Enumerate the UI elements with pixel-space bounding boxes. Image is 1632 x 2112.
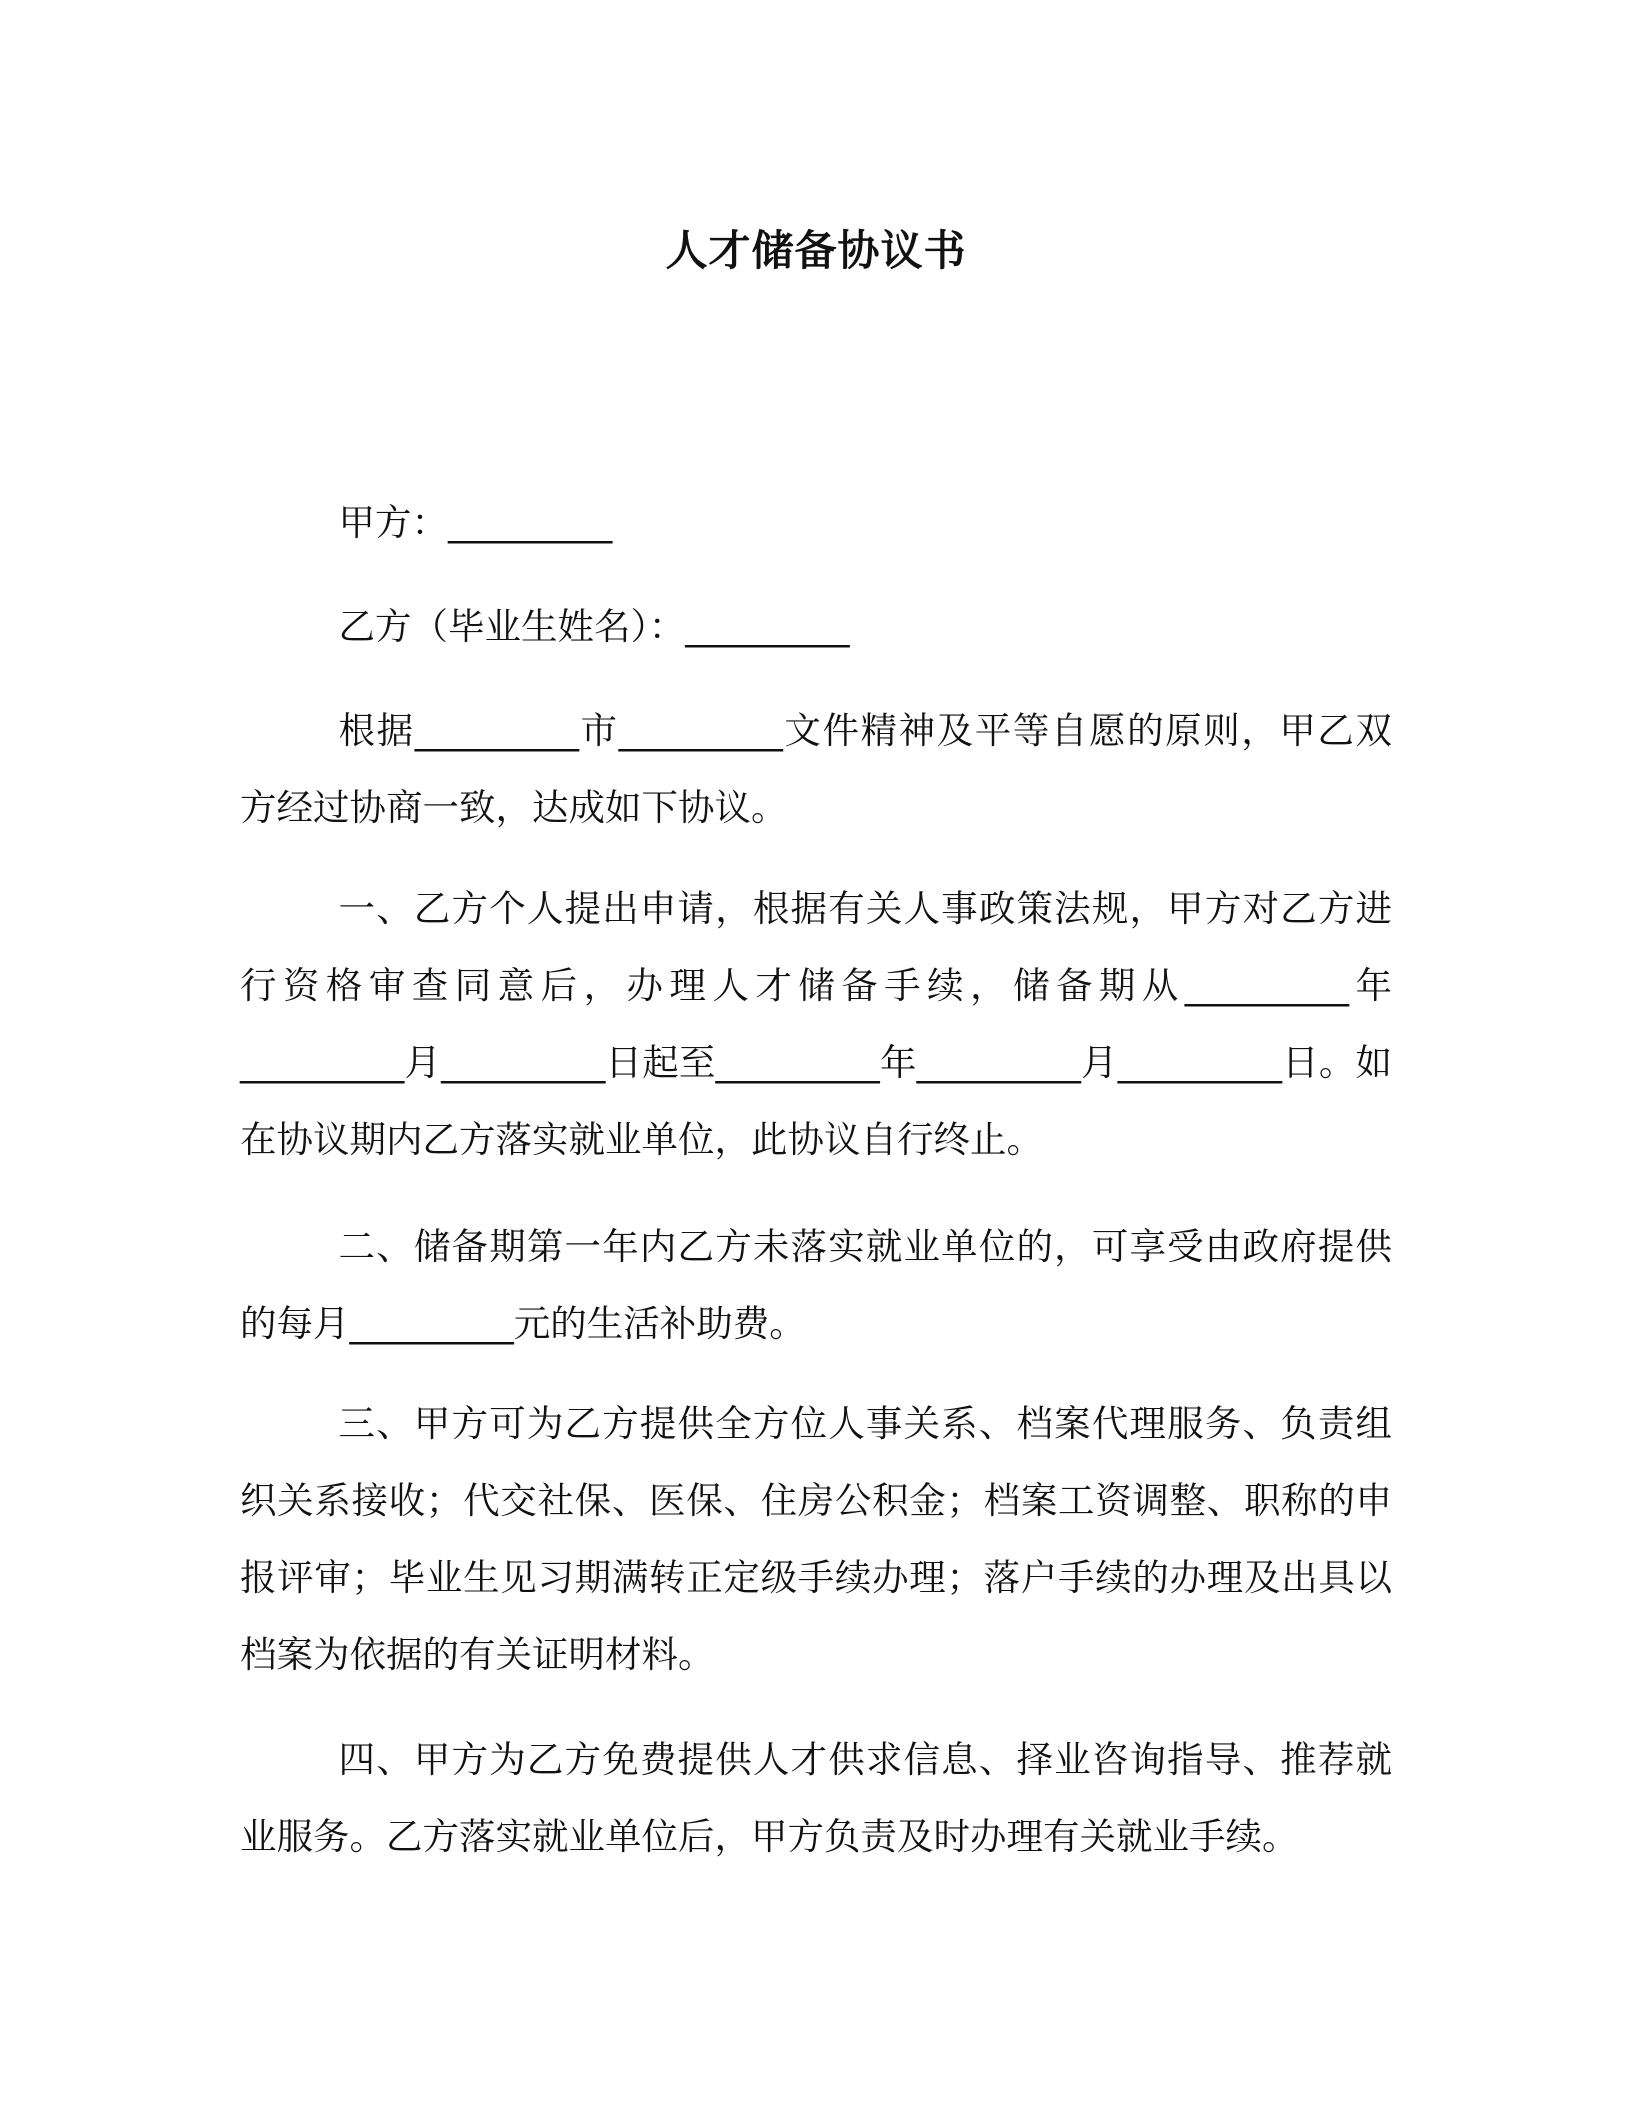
clause-1-paragraph xyxy=(240,870,1392,1178)
clause-1-text: 一、乙方个人提出申请，根据有关人事政策法规，甲方对乙方进行资格审查同意后，办理人才储备手续，储备期从_________年_________月_________日起至_________年_________月_________日。如在协议期内乙方落实就业单位，此协议自行终止。 xyxy=(240,887,1392,1161)
party-a-line xyxy=(240,484,1392,561)
party-a-text: 甲方：_________ xyxy=(338,501,613,544)
clause-2-paragraph xyxy=(240,1208,1392,1362)
preamble-paragraph xyxy=(240,692,1392,846)
party-b-text: 乙方（毕业生姓名）：_________ xyxy=(338,605,850,648)
party-b-line xyxy=(240,588,1392,665)
clause-3-paragraph xyxy=(240,1385,1392,1693)
page-title: 人才储备协议书 xyxy=(665,226,967,275)
clause-4-text: 四、甲方为乙方免费提供人才供求信息、择业咨询指导、推荐就业服务。乙方落实就业单位后，甲方负责及时办理有关就业手续。 xyxy=(240,1738,1392,1858)
clause-4-paragraph xyxy=(240,1721,1392,1875)
preamble-text: 根据_________市_________文件精神及平等自愿的原则，甲乙双方经过协商一致，达成如下协议。 xyxy=(240,709,1392,829)
clause-3-text: 三、甲方可为乙方提供全方位人事关系、档案代理服务、负责组织关系接收；代交社保、医保、住房公积金；档案工资调整、职称的申报评审；毕业生见习期满转正定级手续办理；落户手续的办理及出具以档案为依据的有关证明材料。 xyxy=(240,1402,1392,1676)
clause-2-text: 二、储备期第一年内乙方未落实就业单位的，可享受由政府提供的每月_________元的生活补助费。 xyxy=(240,1225,1392,1345)
